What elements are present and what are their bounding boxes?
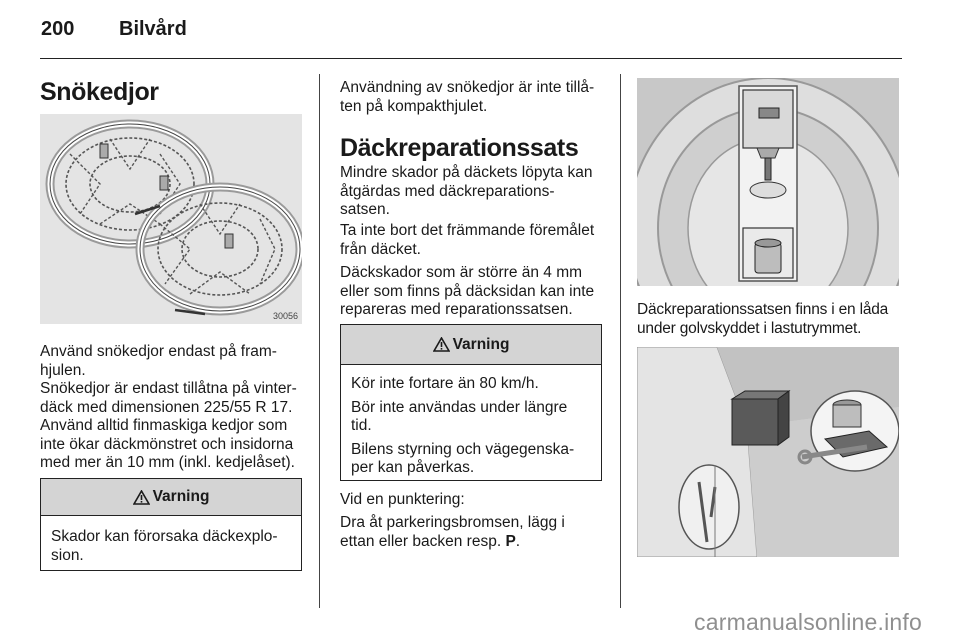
watermark: carmanualsonline.info [694,609,922,635]
warning-header [41,479,301,516]
snow-chains-illustration [40,114,302,324]
warning-text: Bilens styrning och vägegenska- per kan påverkas. [351,440,575,476]
section-title: Bilvård [119,18,187,40]
gear-position-p: P [505,532,516,550]
header-divider [40,58,902,59]
warning-icon [133,490,150,505]
paragraph: Däckskador som är större än 4 mm eller som finns på däcksidan kan inte repareras med reparationssatsen. [340,264,595,318]
figure-caption: Däckreparationssatsen finns i en låda under golvskyddet i lastutrymmet. [637,301,889,337]
column-divider-1 [319,74,320,608]
snow-chains-heading: Snökedjor [40,78,159,106]
column-divider-2 [620,74,621,608]
warning-text: Kör inte fortare än 80 km/h. [351,375,539,392]
paragraph-text: Dra åt parkeringsbromsen, lägg i ettan eller backen resp. [340,514,565,550]
page-number: 200 [41,18,75,40]
spare-wheel-well-illustration [637,78,899,286]
warning-icon [433,337,450,352]
paragraph: Användning av snökedjor är inte tillå- ten på kompakthjulet. [340,79,595,115]
warning-header [341,325,601,365]
paragraph: Ta inte bort det främmande föremålet från däcket. [340,222,595,258]
paragraph [340,514,615,551]
warning-text: Skador kan förorsaka däckexplo- sion. [51,528,278,564]
paragraph: Snökedjor är endast tillåtna på vinter- däck med dimensionen 225/55 R 17. Använd alltid finmaskiga kedjor som inte ökar däckmönstret och insidorna med mer än 10 mm (inkl. kedjelåset). [40,380,297,471]
warning-text: Bör inte användas under längre tid. [351,398,568,434]
warning-title: Varning [152,488,210,505]
figure-number: 30056 [272,311,298,321]
repair-kit-heading: Däckreparationssats [340,134,579,162]
paragraph: Använd snökedjor endast på fram- hjulen. [40,343,277,379]
paragraph: Vid en punktering: [340,491,465,508]
warning-box [340,324,602,481]
warning-box [40,478,302,571]
trunk-repair-kit-illustration [637,347,899,557]
paragraph-end: . [515,532,521,550]
paragraph: Mindre skador på däckets löpyta kan åtgärdas med däckreparations- satsen. [340,164,593,218]
warning-title: Varning [452,335,510,353]
